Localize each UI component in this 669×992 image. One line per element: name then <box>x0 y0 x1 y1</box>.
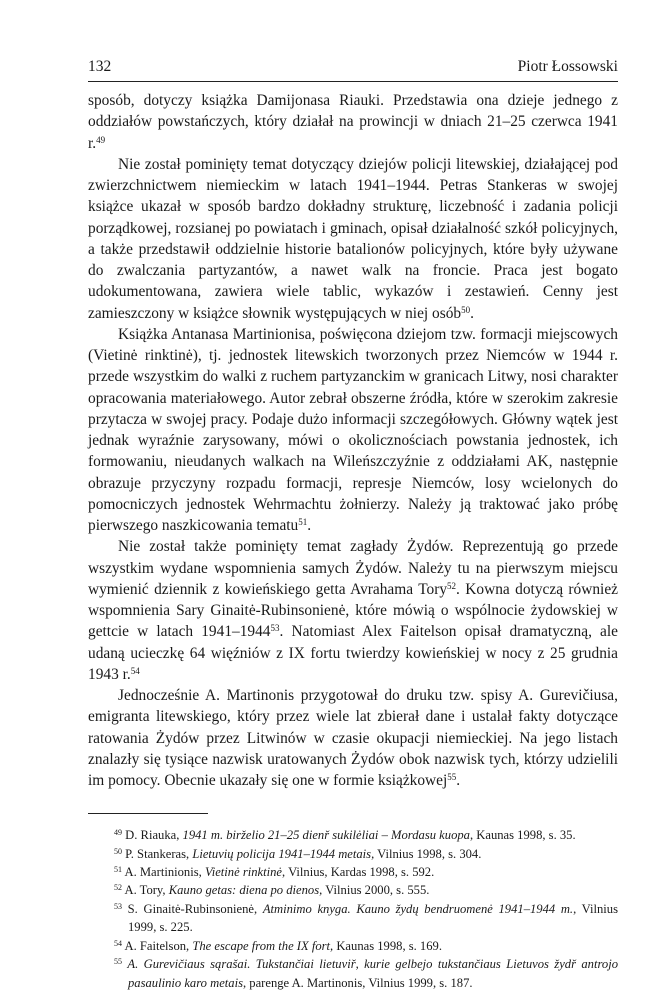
paragraph-1 <box>88 90 618 154</box>
footnote-text: A. Tory, <box>124 883 169 898</box>
header-rule <box>88 81 618 82</box>
footnote-text: A. Faitelson, <box>124 938 193 953</box>
footnote <box>88 881 618 899</box>
paragraph-text: . Kowna dotyczą również wspomnienia Sary Ginaitė-Rubinsonienė, które mówią o wspólnocie żydowskiej w gettcie w latach 1941–1944 <box>88 580 618 641</box>
footnote-ref: 50 <box>461 304 471 315</box>
footnote <box>88 955 618 992</box>
footnote-number: 55 <box>114 957 122 967</box>
footnote-text: , Kaunas 1998, s. 35. <box>469 828 576 843</box>
footnote-ref: 54 <box>130 665 140 676</box>
paragraph-text: . <box>307 517 312 534</box>
paragraph-3 <box>88 324 618 537</box>
footnote-title: Vietinė rinktinė <box>204 865 282 880</box>
footnote-number: 51 <box>114 865 122 875</box>
footnote-text: , Vilnius 1999, s. 225. <box>128 901 619 935</box>
footnote-title: Atminimo knyga. Kauno žydų bendruomenė 1941–1944 m. <box>262 901 574 916</box>
footnote <box>88 845 618 863</box>
body-text <box>88 90 618 791</box>
footnote-ref: 55 <box>447 772 457 782</box>
page-number: 132 <box>88 58 112 75</box>
paragraph-text: sposób, dotyczy książka Damijonasa Riauki. Przedstawia ona dzieje jednego z oddziałów powstańczych, który działał na prowincji w dniach 21–25 czerwca 1941 r. <box>88 92 618 152</box>
footnote <box>88 937 618 955</box>
book-page <box>88 58 618 992</box>
footnote-title: Kauno getas: diena po dienos, <box>168 883 323 898</box>
footnote-text: , Vilnius, Kardas 1998, s. 592. <box>282 865 435 880</box>
footnote-title: 1941 m. birželio 21–25 dienř sukilėliai – Mordasu kuopa <box>182 828 470 843</box>
footnote-text: A. Martinionis, <box>124 865 205 880</box>
footnote <box>88 900 618 937</box>
paragraph-5 <box>88 685 618 791</box>
footnote-number: 49 <box>114 828 122 838</box>
running-header <box>88 58 618 80</box>
footnote-number: 54 <box>114 938 122 948</box>
footnotes <box>88 826 618 992</box>
footnote-title: Lietuvių policija 1941–1944 metais, <box>192 846 375 861</box>
footnote-number: 52 <box>114 883 122 893</box>
footnote-title: A. Gurevičiaus sąrašai. Tukstančiai lietuviř, kurie gelbejo tukstančiaus Lietuvos žydř antrojo pasaulinio karo metais <box>127 957 619 990</box>
paragraph-text: Nie został pominięty temat dotyczący dziejów policji litewskiej, działającej pod zwierzchnictwem niemieckim w latach 1941–1944. Petras Stankeras w swojej książce ukazał w sposób bardzo dokładny strukturę, liczebność i zadania policji porządkowej, rozsianej po powiatach i gminach, opisał działalność szkół policyjnych, a także przedstawił oddzielnie historie batalionów policyjnych, które były używane do zwalczania partyzantów, a nawet walk na froncie. Praca jest bogato udokumentowana, zawiera wiele tablic, wykazów i zestawień. Cenny jest zamieszczony w książce słownik występujących w niej osób <box>88 155 618 322</box>
footnote-ref: 49 <box>96 134 106 145</box>
footnote <box>88 826 618 844</box>
paragraph-text: Książka Antanasa Martinionisa, poświęcona dziejom tzw. formacji miejscowych (Vietinė rinktinė), tj. jednostek litewskich tworzonych przez Niemców w 1944 r. przede wszystkim do walki z ruchem partyzanckim w granicach Litwy, nosi charakter opracowania materiałowego. Autor zebrał obszerne źródła, które w szerokim zakresie przytacza w swojej pracy. Podaje dużo informacji szczegółowych. Główny wątek jest jednak wyraźnie zarysowany, mówi o okolicznościach powstania jednostek, ich formowaniu, nieudanych walkach na Wileńszczyźnie z oddziałami AK, następnie obrazuje przyczyny rozpadu formacji, represje Niemców, losy wcielonych do pomocniczych jednostek Wehrmachtu żołnierzy. Należy ją traktować jako próbę pierwszego naszkicowania tematu <box>88 325 618 534</box>
footnote-number: 50 <box>114 846 122 856</box>
footnote-ref: 53 <box>270 623 280 634</box>
footnote-text: Vilnius 2000, s. 555. <box>322 883 430 898</box>
paragraph-text: . <box>470 304 474 322</box>
paragraph-text: . Natomiast Alex Faitelson opisał dramatyczną, ale udaną ucieczkę 64 więźniów z IX fortu twierdzy kowieńskiej w nocy z 25 grudnia 1943 r. <box>88 623 618 683</box>
paragraph-text: Nie został także pominięty temat zagłady Żydów. Reprezentują go przede wszystkim wydane wspomnienia samych Żydów. Należy tu na pierwszym miejscu wymienić dziennik z kowieńskiego getta Avrahama Tory <box>88 538 618 598</box>
paragraph-text: Jednocześnie A. Martinonis przygotował do druku tzw. spisy A. Gurevičiusa, emigranta litewskiego, który przez wiele lat zbierał dane i ustalał fakty dotyczące ratowania Żydów przez Litwinów w czasie okupacji niemieckiej. Na jego listach znalazły się tysiące nazwisk uratowanych Żydów obok nazwisk tych, którzy udzielili im pomocy. Obecnie ukazały się one w formie książkowej <box>88 687 618 789</box>
paragraph-2 <box>88 154 618 324</box>
footnote-text: D. Riauka, <box>125 828 183 843</box>
footnote-separator <box>88 813 208 814</box>
paragraph-text: . <box>456 772 461 789</box>
footnote-text: P. Stankeras, <box>125 846 193 861</box>
paragraph-4 <box>88 536 618 685</box>
footnote-text: , parenge A. Martinonis, Vilnius 1999, s. 187. <box>242 975 473 990</box>
footnote-text: Vilnius 1998, s. 304. <box>374 846 482 861</box>
footnote-text: Kaunas 1998, s. 169. <box>333 938 442 953</box>
footnote-text: S. Ginaitė-Rubinsonienė, <box>127 901 263 916</box>
footnote-title: The escape from the IX fort, <box>192 938 334 953</box>
running-head-author: Piotr Łossowski <box>517 58 618 75</box>
footnote-number: 53 <box>114 901 122 911</box>
footnote-ref: 51 <box>298 517 308 527</box>
footnote <box>88 863 618 881</box>
footnote-ref: 52 <box>447 580 457 591</box>
